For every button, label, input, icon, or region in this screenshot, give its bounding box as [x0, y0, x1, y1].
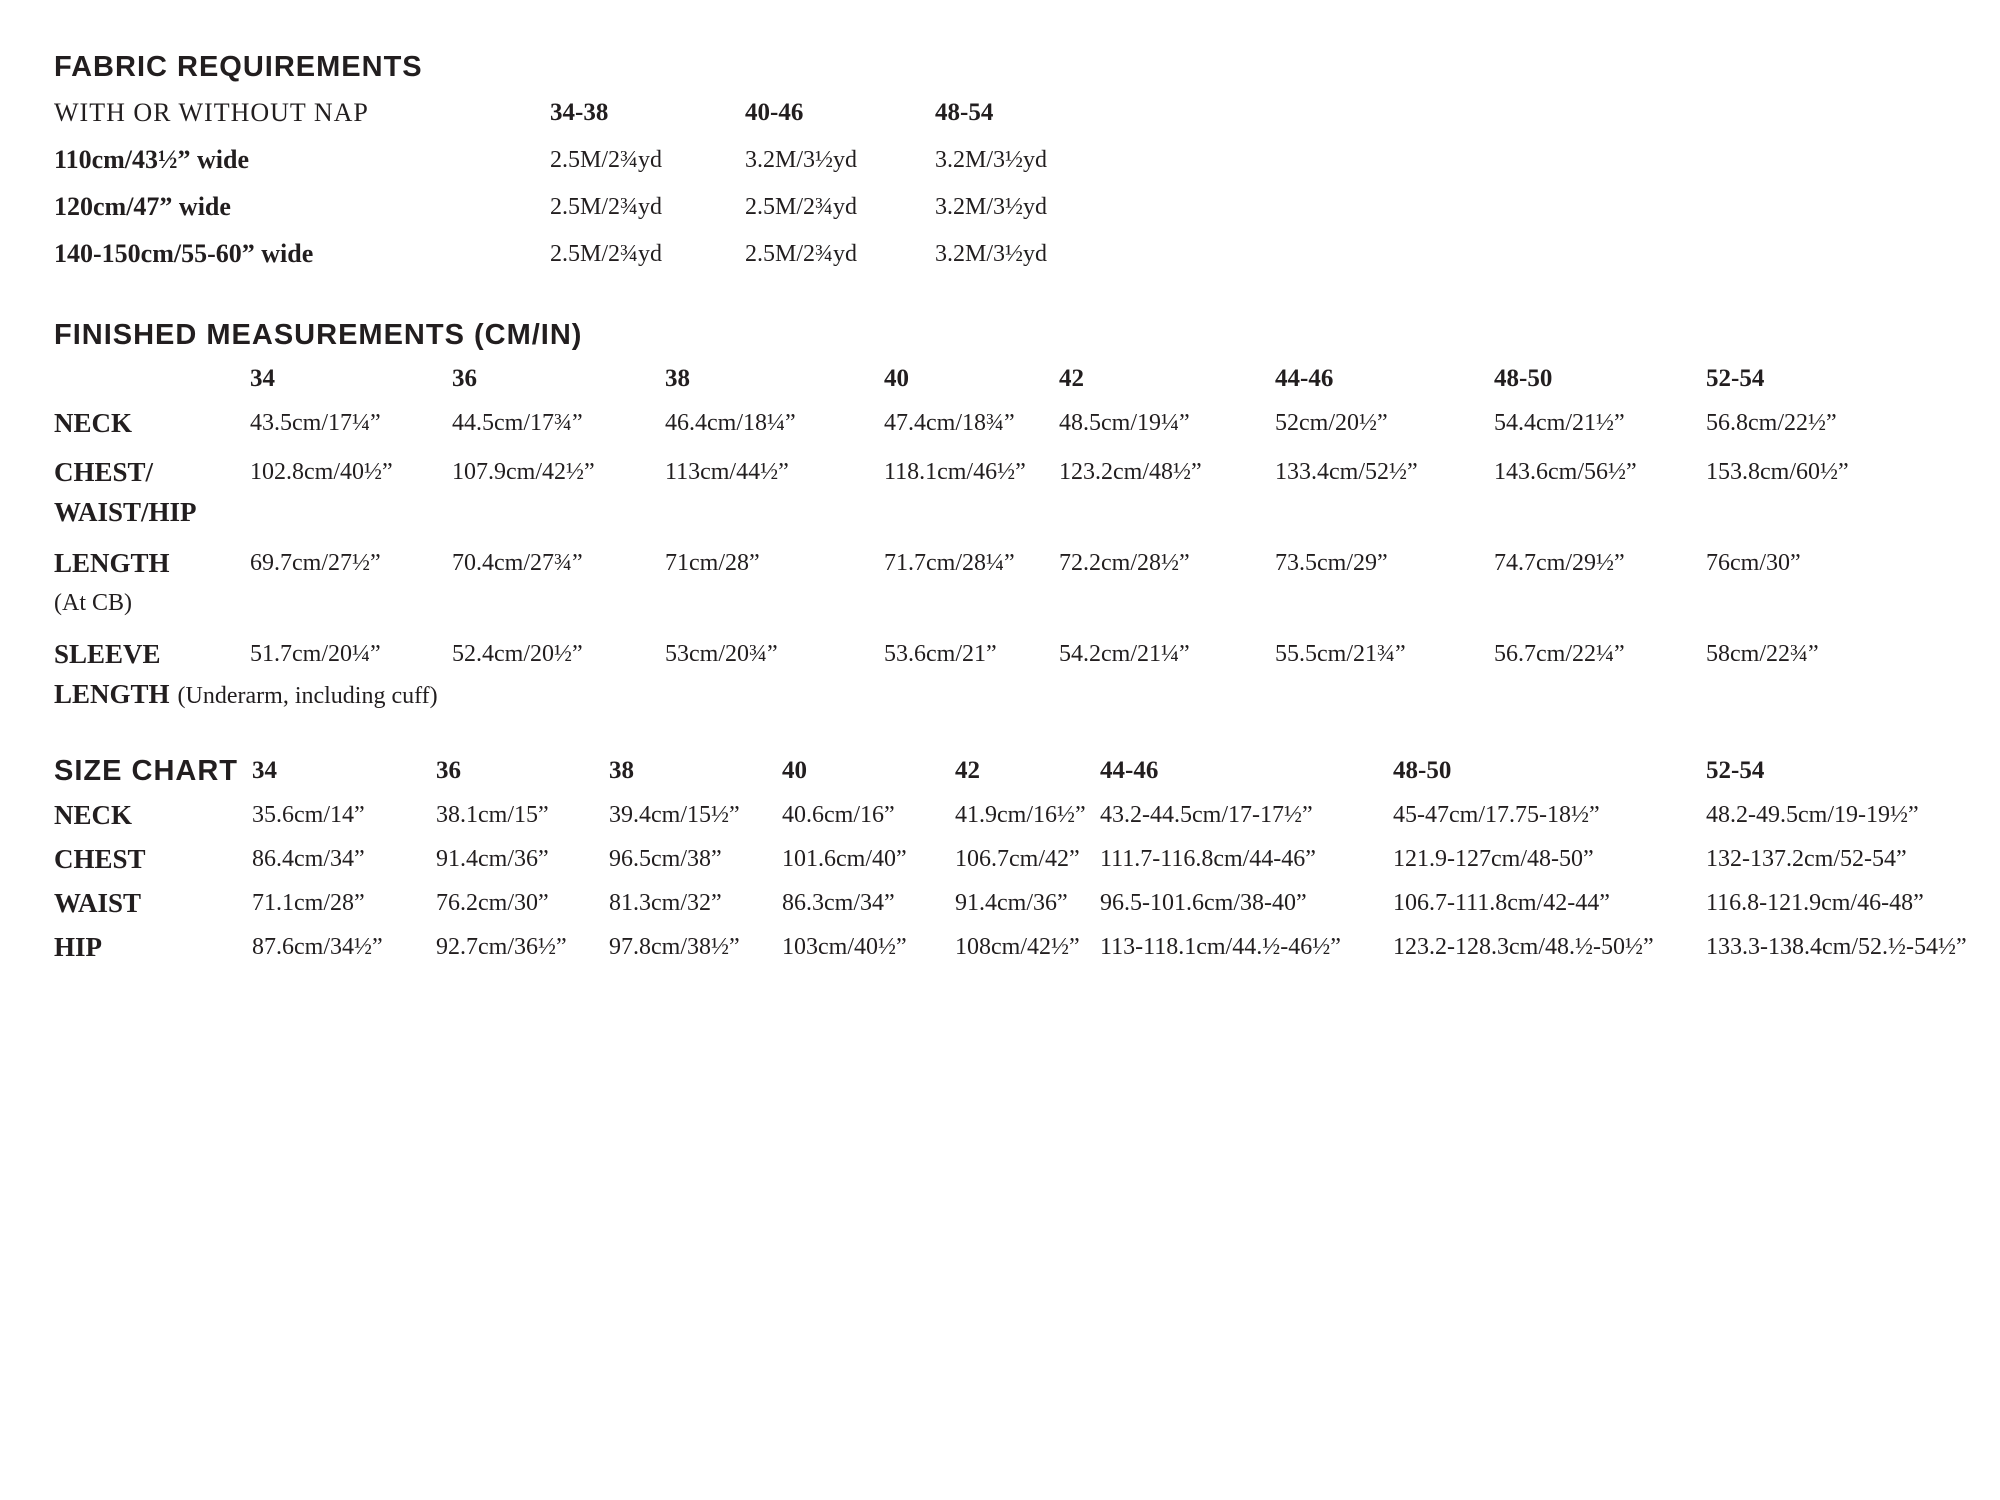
fabric-width-label: 120cm/47” wide — [54, 192, 231, 221]
body-measurement-value: 40.6cm/16” — [782, 802, 895, 828]
measurement-value: 56.8cm/22½” — [1706, 410, 1837, 436]
body-measurement-value: 97.8cm/38½” — [609, 934, 740, 960]
body-measurement-value: 92.7cm/36½” — [436, 934, 567, 960]
body-measurement-value: 103cm/40½” — [782, 934, 907, 960]
measurement-value: 70.4cm/27¾” — [452, 550, 583, 576]
size-column-header: 42 — [955, 757, 980, 784]
measurement-value: 71.7cm/28¼” — [884, 550, 1015, 576]
body-measurement-value: 106.7-111.8cm/42-44” — [1393, 890, 1610, 916]
size-chart-section — [54, 755, 1967, 976]
body-measurement-value: 96.5cm/38” — [609, 846, 722, 872]
measurement-note: (Underarm, including cuff) — [177, 683, 438, 709]
measurement-label: LENGTH — [54, 548, 170, 578]
size-chart-row — [54, 932, 1967, 962]
body-measurement-value: 132-137.2cm/52-54” — [1706, 846, 1907, 872]
body-measurement-value: 86.3cm/34” — [782, 890, 895, 916]
size-column-header: 42 — [1059, 365, 1084, 392]
size-chart-title: SIZE CHART — [54, 755, 238, 787]
measurement-value: 71cm/28” — [665, 550, 760, 576]
fabric-row — [54, 192, 1155, 222]
measurement-label-line2 — [54, 588, 132, 621]
nap-label: WITH OR WITHOUT NAP — [54, 98, 369, 127]
measurement-value: 52.4cm/20½” — [452, 641, 583, 667]
measurement-row — [54, 548, 1950, 625]
body-measurement-value: 106.7cm/42” — [955, 846, 1080, 872]
body-measurement-label: CHEST — [54, 844, 146, 874]
body-measurement-value: 48.2-49.5cm/19-19½” — [1706, 802, 1919, 828]
measurement-value: 73.5cm/29” — [1275, 550, 1388, 576]
measurement-label-line2 — [54, 497, 197, 532]
fabric-yardage-value: 3.2M/3½yd — [745, 147, 858, 173]
header-spacer — [54, 364, 250, 394]
fabric-requirements-section — [54, 50, 1155, 286]
fabric-yardage-value: 2.5M/2¾yd — [745, 241, 858, 267]
measurement-value: 113cm/44½” — [665, 459, 789, 485]
measurement-value: 56.7cm/22¼” — [1494, 641, 1625, 667]
size-column-header: 36 — [436, 757, 461, 784]
fabric-row — [54, 239, 1155, 269]
size-column-header: 48-50 — [1494, 365, 1553, 392]
body-measurement-value: 111.7-116.8cm/44-46” — [1100, 846, 1316, 872]
fabric-yardage-value: 3.2M/3½yd — [935, 241, 1048, 267]
fabric-row — [54, 145, 1155, 175]
fabric-rows — [54, 145, 1155, 269]
size-column-header: 38 — [609, 757, 634, 784]
measurement-value: 133.4cm/52½” — [1275, 459, 1418, 485]
measurement-label-cell — [54, 548, 250, 583]
measurement-value: 53cm/20¾” — [665, 641, 778, 667]
body-measurement-value: 41.9cm/16½” — [955, 802, 1086, 828]
measurement-value: 44.5cm/17¾” — [452, 410, 583, 436]
measurement-label-cell — [54, 639, 250, 674]
fabric-yardage-value: 2.5M/2¾yd — [550, 241, 663, 267]
size-column-header: 48-50 — [1393, 757, 1452, 784]
body-measurement-label: HIP — [54, 932, 103, 962]
fabric-width-label: 110cm/43½” wide — [54, 145, 249, 174]
measurement-label: SLEEVE — [54, 639, 161, 669]
body-measurement-label: WAIST — [54, 888, 142, 918]
size-column-header: 44-46 — [1100, 757, 1159, 784]
size-column-header: 52-54 — [1706, 757, 1765, 784]
measurement-label-cell — [54, 457, 250, 492]
body-measurement-value: 71.1cm/28” — [252, 890, 365, 916]
fabric-yardage-value: 2.5M/2¾yd — [745, 194, 858, 220]
measurement-value: 153.8cm/60½” — [1706, 459, 1849, 485]
size-group-header: 34-38 — [550, 99, 609, 126]
fabric-width-label: 140-150cm/55-60” wide — [54, 239, 314, 268]
measurement-row — [54, 408, 1950, 443]
size-column-header: 36 — [452, 365, 477, 392]
measurement-value: 54.2cm/21¼” — [1059, 641, 1190, 667]
measurement-value: 55.5cm/21¾” — [1275, 641, 1406, 667]
size-chart-row — [54, 844, 1950, 874]
fabric-requirements-title: FABRIC REQUIREMENTS — [54, 51, 423, 83]
measurement-value: 48.5cm/19¼” — [1059, 410, 1190, 436]
size-column-header: 44-46 — [1275, 365, 1334, 392]
body-measurement-value: 113-118.1cm/44.½-46½” — [1100, 934, 1341, 960]
body-measurement-value: 108cm/42½” — [955, 934, 1080, 960]
body-measurement-value: 38.1cm/15” — [436, 802, 549, 828]
size-column-header: 52-54 — [1706, 365, 1765, 392]
measurement-label-cell — [54, 408, 250, 443]
body-measurement-value: 35.6cm/14” — [252, 802, 365, 828]
finished-measurements-rows — [54, 408, 1950, 716]
measurement-value: 51.7cm/20¼” — [250, 641, 381, 667]
measurement-row — [54, 457, 1950, 534]
measurement-value: 107.9cm/42½” — [452, 459, 595, 485]
measurement-value: 118.1cm/46½” — [884, 459, 1026, 485]
body-measurement-value: 45-47cm/17.75-18½” — [1393, 802, 1600, 828]
measurement-value: 58cm/22¾” — [1706, 641, 1819, 667]
measurement-value: 74.7cm/29½” — [1494, 550, 1625, 576]
fabric-yardage-value: 3.2M/3½yd — [935, 194, 1048, 220]
body-measurement-value: 91.4cm/36” — [436, 846, 549, 872]
size-column-header: 40 — [782, 757, 807, 784]
body-measurement-label: NECK — [54, 800, 133, 830]
measurement-value: 72.2cm/28½” — [1059, 550, 1190, 576]
body-measurement-value: 81.3cm/32” — [609, 890, 722, 916]
body-measurement-value: 116.8-121.9cm/46-48” — [1706, 890, 1924, 916]
size-column-header: 38 — [665, 365, 690, 392]
measurement-value: 123.2cm/48½” — [1059, 459, 1202, 485]
size-chart-row — [54, 800, 1950, 830]
size-group-header: 48-54 — [935, 99, 994, 126]
size-column-header: 40 — [884, 365, 909, 392]
body-measurement-value: 133.3-138.4cm/52.½-54½” — [1706, 934, 1967, 960]
fabric-yardage-value: 2.5M/2¾yd — [550, 194, 663, 220]
measurement-value: 52cm/20½” — [1275, 410, 1388, 436]
measurement-label-continued: WAIST/HIP — [54, 497, 197, 527]
measurement-note: (At CB) — [54, 590, 132, 616]
measurement-value: 143.6cm/56½” — [1494, 459, 1637, 485]
measurement-label: NECK — [54, 408, 133, 438]
fabric-yardage-value: 3.2M/3½yd — [935, 147, 1048, 173]
measurement-value: 69.7cm/27½” — [250, 550, 381, 576]
finished-measurements-size-header-row — [54, 364, 1950, 394]
measurement-value: 43.5cm/17¼” — [250, 410, 381, 436]
measurement-value: 76cm/30” — [1706, 550, 1801, 576]
size-column-header: 34 — [250, 365, 275, 392]
measurement-value: 102.8cm/40½” — [250, 459, 393, 485]
body-measurement-value: 76.2cm/30” — [436, 890, 549, 916]
body-measurement-value: 121.9-127cm/48-50” — [1393, 846, 1594, 872]
size-column-header: 34 — [252, 757, 277, 784]
finished-measurements-title: FINISHED MEASUREMENTS (CM/IN) — [54, 319, 583, 351]
measurement-value: 53.6cm/21” — [884, 641, 997, 667]
measurement-label-line2 — [54, 679, 438, 714]
measurement-value: 46.4cm/18¼” — [665, 410, 796, 436]
fabric-yardage-value: 2.5M/2¾yd — [550, 147, 663, 173]
fabric-size-header-row — [54, 98, 1155, 128]
measurement-value: 54.4cm/21½” — [1494, 410, 1625, 436]
body-measurement-value: 96.5-101.6cm/38-40” — [1100, 890, 1307, 916]
size-chart-row — [54, 888, 1950, 918]
measurement-label-continued: LENGTH — [54, 679, 170, 709]
body-measurement-value: 87.6cm/34½” — [252, 934, 383, 960]
body-measurement-value: 39.4cm/15½” — [609, 802, 740, 828]
finished-measurements-section — [54, 318, 1950, 730]
measurement-value: 47.4cm/18¾” — [884, 410, 1015, 436]
body-measurement-value: 123.2-128.3cm/48.½-50½” — [1393, 934, 1654, 960]
body-measurement-value: 43.2-44.5cm/17-17½” — [1100, 802, 1313, 828]
measurement-row — [54, 639, 1950, 716]
measurement-label: CHEST/ — [54, 457, 154, 487]
size-chart-rows — [54, 800, 1967, 962]
size-group-header: 40-46 — [745, 99, 804, 126]
size-chart-header-row — [54, 756, 1950, 786]
body-measurement-value: 86.4cm/34” — [252, 846, 365, 872]
body-measurement-value: 101.6cm/40” — [782, 846, 907, 872]
body-measurement-value: 91.4cm/36” — [955, 890, 1068, 916]
